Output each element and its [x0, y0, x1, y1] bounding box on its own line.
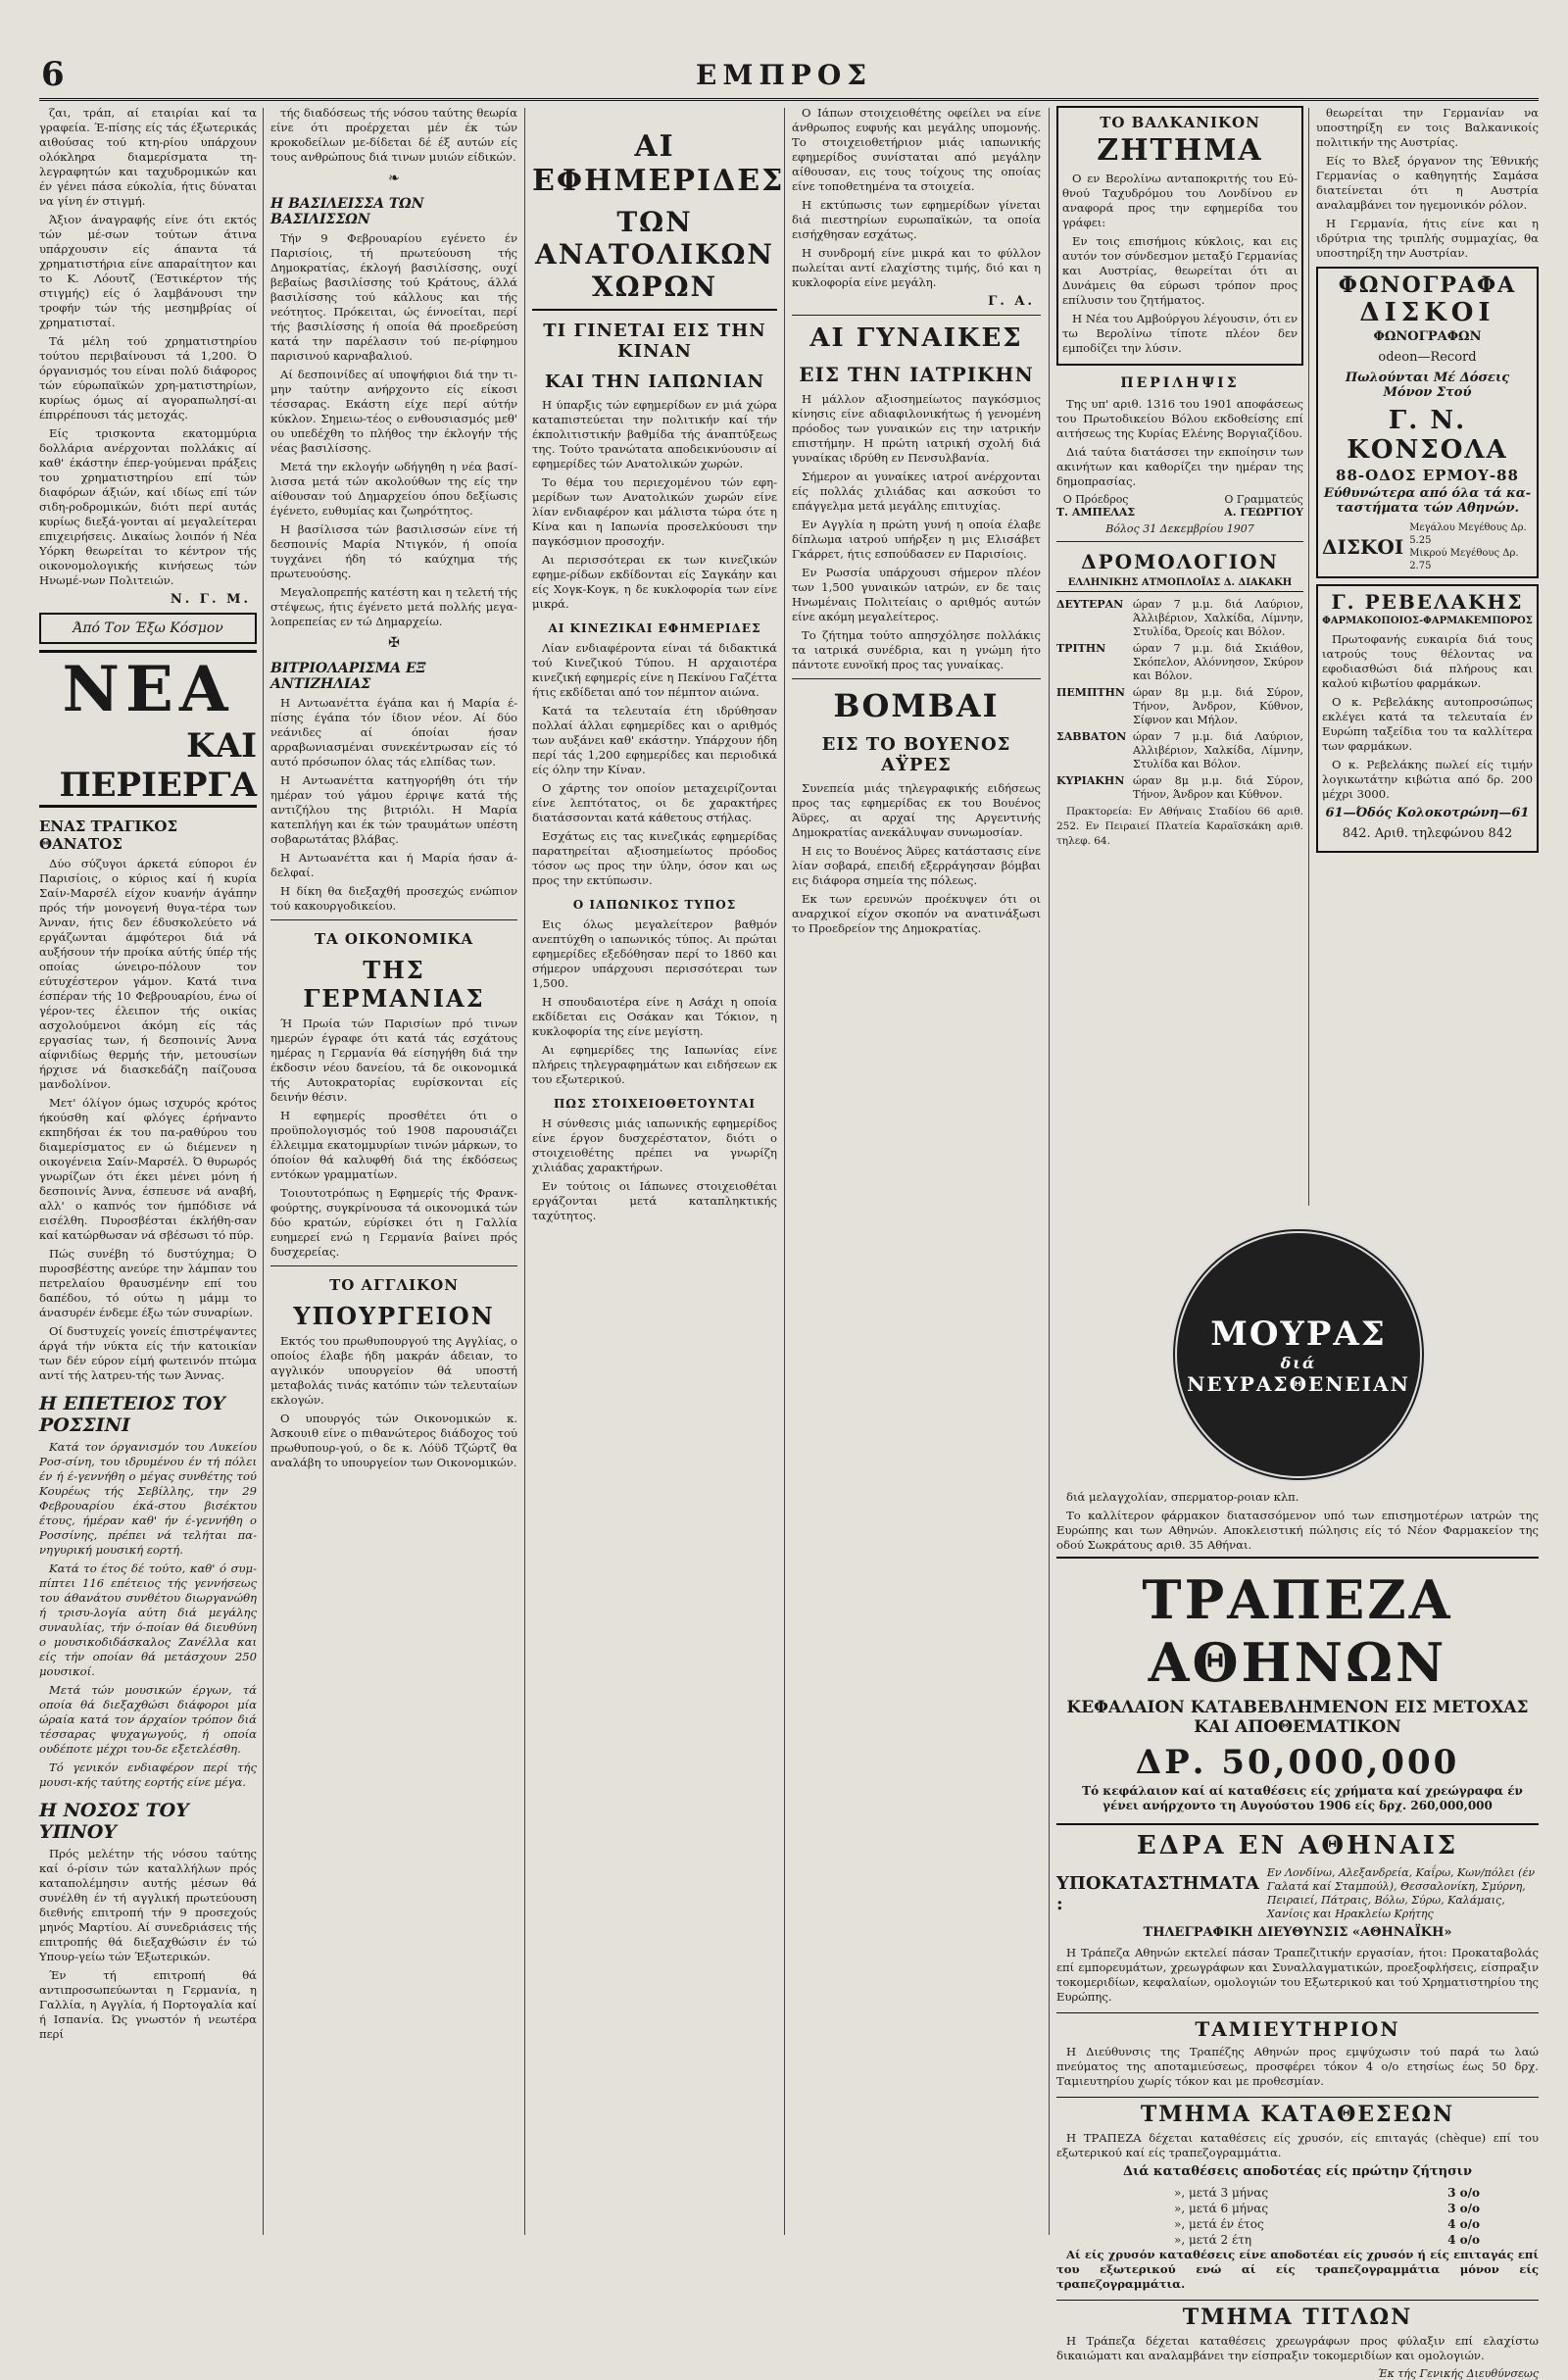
masthead-rule	[39, 98, 1539, 101]
bank-ad	[1056, 1490, 1539, 2380]
divider	[1056, 541, 1303, 542]
article-subtitle: ΕΙΣ ΤΟ ΒΟΥΕΝΟΣ ΑΫΡΕΣ	[821, 734, 1011, 775]
paragraph: Οί δυστυχείς γονείς έπιστρέψαντες άργά τήν νύκτα είς τήν κατοικίαν των δέν εύρον είμή φωτεινόν πτώμα αντί τής λατρευ-τής των Άννας.	[39, 1324, 257, 1382]
subheading: ΑΙ ΚΙΝΕΖΙΚΑΙ ΕΦΗΜΕΡΙΔΕΣ	[548, 621, 761, 635]
paragraph: Μεγαλοπρεπής κατέστη και η τελετή τής στέψεως, ήτις έγένετο μετά πολλής μεγα-λοπρεπείας εν τώ Δημαρχείω.	[270, 585, 517, 628]
article-subtitle: ΥΠΟΥΡΓΕΙΟΝ	[293, 1302, 495, 1330]
ad-price: Μεγάλου Μεγέθους Δρ. 5.25	[1409, 522, 1527, 546]
article-heading: ΕΝΑΣ ΤΡΑΓΙΚΟΣ ΘΑΝΑΤΟΣ	[39, 818, 178, 853]
masthead-title: ΕΜΠΡΟΣ	[695, 59, 873, 91]
column-separator	[524, 108, 525, 2235]
notice-signature-left	[1056, 493, 1135, 519]
rate-value: 4 ο/ο	[1447, 2217, 1480, 2231]
paragraph: Αί δεσποινίδες αί υποψήφιοι διά την τι-μην ταύτην ανήρχοντο είς είκοσι τέσσαρας. Εκάστη είχε περί αύτήν κύκλον. Σημειω-τέος ο ενθουσιασμός μεθ' ου υπεδέχθη το πλήθος την έκλογήν τής νέας βασιλίσσης.	[270, 368, 517, 455]
article-subtitle: ΤΗΣ ΓΕΡΜΑΝΙΑΣ	[303, 956, 485, 1013]
column-separator	[784, 108, 785, 2235]
banner-subtitle: ΚΑΙ ΤΗΝ ΙΑΠΩΝΙΑΝ	[544, 372, 765, 392]
schedule-text: ώραν 7 μ.μ. διά Λαύριον, Αλλιβέριον, Χαλκίδα, Λίμνην, Στυλίδα και Βόλον.	[1133, 730, 1303, 770]
paragraph: Ο υπουργός τών Οικονομικών κ. Άσκουιθ είνε ο πιθανώτερος διάδοχος τού πρωθυπουρ-γού, ο δε κ. Λόϋδ Τζώρτζ θα αναλάβη το υπουργείον των Οικονομικών.	[270, 1412, 517, 1469]
article-heading: Η ΝΟΣΟΣ ΤΟΥ ΥΠΝΟΥ	[39, 1800, 189, 1843]
paragraph: Η συνδρομή είνε μικρά και το φύλλον πωλείται αντί ελαχίστης τιμής, διό και η κυκλοφορία είνε μεγάλη.	[792, 246, 1041, 289]
ad-subtitle: ΦΑΡΜΑΚΟΠΟΙΟΣ-ΦΑΡΜΑΚΕΜΠΟΡΟΣ	[1322, 616, 1533, 626]
ad-prices-list	[1409, 521, 1533, 572]
rate-value: 3 ο/ο	[1447, 2186, 1480, 2200]
bank-seat: ΕΔΡΑ ΕΝ ΑΘΗΝΑΙΣ	[1136, 1831, 1459, 1860]
paragraph: Αι περισσότεραι εκ των κινεζικών εφημε-ρίδων εκδίδονται είς Σαγκάην και είς Χογκ-Κογκ, η δε κυκλοφορία των είνε μικρά.	[532, 553, 777, 611]
column-6	[1316, 106, 1539, 1206]
tamieutirion-heading: ΤΑΜΙΕΥΤΗΡΙΟΝ	[1056, 2012, 1539, 2041]
notice-signatures	[1056, 493, 1303, 519]
paragraph: Εν Αγγλία η πρώτη γυνή η οποία έλαβε δίπλωμα ιατρού υπήρξεν η μις Ελισάβετ Γκάρρετ, ήτις εσπούδασεν εν Παρισίοις.	[792, 518, 1041, 561]
paragraph: Άξιον άναγραφής είνε ότι εκτός τών μέ-σων τούτων άτινα υπάρχουσιν είς άπαντα τά χρηματιστήρια είνε απαραίτητον και το Κ. Λόουτζ (Έστικέρτον τής στιγμής) είς ό λαμβάνουσι την τροφήν τών τής μεσημβρίας οί χρηματισταί.	[39, 213, 257, 329]
paragraph: Εσχάτως εις τας κινεζικάς εφημερίδας παρατηρείται αξιοσημείωτος πρόοδος τόσον ως προς την ύλην, όσον και ως προς την εκτύπωσιν.	[532, 829, 777, 887]
paragraph: Κατά τα τελευταία έτη ιδρύθησαν πολλαί άλλαι εφημερίδες και ο αριθμός των αυξάνει καθ' εκάστην. Υπάρχουν ήδη περί τάς 1,200 εφημερίδες και περιοδικά είς όλην την Κίναν.	[532, 704, 777, 776]
rate-term: », μετά 6 μήνας	[1174, 2202, 1269, 2215]
paragraph: Εις όλως μεγαλείτερον βαθμόν ανεπτύχθη ο ιαπωνικός τύπος. Αι πρώται εφημερίδες εξεδόθησαν περί το 1860 και σήμερον υπάρχουσι περισσότεραι των 1,500.	[532, 917, 777, 990]
bank-subtitle: ΚΕΦΑΛΑΙΟΝ ΚΑΤΑΒΕΒΛΗΜΕΝΟΝ ΕΙΣ ΜΕΤΟΧΑΣ ΚΑΙ ΑΠΟΘΕΜΑΤΙΚΟΝ	[1066, 1698, 1529, 1737]
ad-price: Μικρού Μεγέθους Δρ. 2.75	[1409, 548, 1519, 571]
ad-phone: 842. Αριθ. τηλεφώνου 842	[1342, 826, 1513, 841]
paragraph: Μετά την εκλογήν ωδήγηθη η νέα βασί-λισσα μετά τών ακολούθων της είς την αίθουσαν τού Δημαρχείου όπου δεξίωσις έγένετο, ευθυμίας και ζωηρότητος.	[270, 460, 517, 518]
paragraph: Η δίκη θα διεξαχθή προσεχώς ενώπιον τού κακουργοδικείου.	[270, 884, 517, 913]
ad-prices	[1322, 521, 1533, 572]
paragraph: Η Γερμανία, ήτις είνε και η ιδρύτρια της τριπλής συμμαχίας, θα υποστηρίξη την Αυστρίαν.	[1316, 217, 1539, 260]
article-subtitle: ΕΙΣ ΤΗΝ ΙΑΤΡΙΚΗΝ	[799, 363, 1034, 386]
paragraph: Έν τή επιτροπή θά αντιπροσωπεύωνται η Γερμανία, η Γαλλία, η Αγγλία, ή Πορτογαλία καί ή Ισπανία. Ώς γνωστόν ή νεωτέρα περί	[39, 1968, 257, 2041]
paragraph: Τήν 9 Φεβρουαρίου εγένετο έν Παρισίοις, τή πρωτεύουση τής Δημοκρατίας, έκλογή βασιλίσσης, ουχί βεβαίως βασιλίσσης τού Κράτους, άλλά βασιλίσσης τού κάλλους και τής νεότητος. Πρόκειται, ώς έννοείται, περί τής βασιλίσσης ή οποία θά προεδρεύση κατά την παρέλασιν τού πε-ρίφημου παρισινού καρναβαλιού.	[270, 231, 517, 363]
banner-title: ΑΙ ΕΦΗΜΕΡΙΔΕΣ	[532, 129, 785, 198]
branches-label: ΥΠΟΚΑΤΑΣΤΗΜΑΤΑ :	[1056, 1873, 1259, 1914]
nea-title: ΝΕΑ	[39, 650, 257, 726]
paragraph: Μετ' όλίγον όμως ισχυρός κρότος ήκούσθη καί φλόγες έρήναντο εκπηδήσαι έκ του πα-ραθύρου του διαμερίσματος εν ώ διέμενεν η οικογένεια Σαίν-Μαρσέλ. Ό θυρωρός γνωρίζων ότι έκει μένει μόνη ή δεσποινίς Άννα, έσπευσε νά αναβή, αλλ' ο καπνός τον ήμπόδισε νά εισέλθη. Πυροσβέσται έκλήθη-σαν καί κατώρθωσαν νά σβέσωσι τό πύρ.	[39, 1096, 257, 1242]
paragraph: Η Τράπεζα δέχεται καταθέσεις χρεωγράφων προς φύλαξιν επί ελαχίστω δικαιώματι και αναλαμβάνει την είσπραξιν τοκομεριδίων και ομολογιών.	[1056, 2334, 1539, 2362]
paragraph: Η Νέα του Αμβούργου λέγουσιν, ότι εν τω Βερολίνω τίποτε πλέον δεν εμποδίζει την λύσιν.	[1062, 312, 1298, 355]
divider	[792, 678, 1041, 679]
paragraph: Πρός μελέτην τής νόσου ταύτης καί ό-ρίσιν τών καταλλήλων πρός καταπολέμησιν αυτής μέσων θά συνέλθη έν τή αγγλική πρωτεύουση διεθνής επιτροπή τήν 9 προσεχούς μηνός Μαρτίου. Αί συνεδριάσεις τής επιτροπής θά διεξαχθώσιν έν τώ Υπουρ-γείω τών Έξωτερικών.	[39, 1847, 257, 1963]
ad-name: Γ. Ν. ΚΟΝΣΟΛΑ	[1347, 406, 1508, 465]
bank-telegraph: ΤΗΛΕΓΡΑΦΙΚΗ ΔΙΕΥΘΥΝΣΙΣ «ΑΘΗΝΑΪΚΗ»	[1143, 1925, 1452, 1940]
schedule-day: ΤΡΙΤΗΝ	[1056, 642, 1106, 655]
paragraph: Τά μέλη τού χρηματιστηρίου τούτου περιβαίνουσι τά 1,200. Ό όργανισμός του είναι πολύ διάφορος τών εύρωπαϊκών χρη-ματιστηρίων, κυρίως όμως αί αγοραπωλησί-αι έπιρρέπουσι τάς μετοχάς.	[39, 334, 257, 421]
paragraph: διά μελαγχολίαν, σπερματορ-ροιαν κλπ.	[1066, 1490, 1299, 1504]
paragraph: Τό γενικόν ενδιαφέρον περί τής μουσι-κής ταύτης εορτής είνε μέγα.	[39, 1760, 257, 1789]
paragraph: Ο κ. Ρεβελάκης πωλεί είς τιμήν λογικωτάτην κιβώτια από δρ. 200 μέχρι 3000.	[1322, 758, 1533, 801]
paragraph: Εν τούτοις οι Ιάπωνες στοιχειοθέται εργάζονται μετά καταπληκτικής ταχύτητος.	[532, 1179, 777, 1222]
paragraph: Κατά το έτος δέ τούτο, καθ' ό συμ-πίπτει 116 επέτειος τής γεννήσεως του άθανάτου συνθέτου διωργανώθη ή τρισυ-λογία αύτη διά μεγάλης συναυλίας, τήν ό-ποίαν θά διευθύνη ο μουσικοδιδάσκαλος Ζανέλλα και είς τήν οποίαν θά μετάσχουν 250 μουσικοί.	[39, 1562, 257, 1678]
schedule-row	[1056, 686, 1303, 727]
paragraph: Η Τράπεζα Αθηνών εκτελεί πάσαν Τραπεζιτικήν εργασίαν, ήτοι: Προκαταβολάς επί εμπορευμάτων, χρεωγράφων και Συναλλαγματικών, προεξοφλήσεις, είσπραξιν τοκομεριδίων, κεφαλαίων, ομολογιών του Εξωτερικού και τού Χρηματιστηρίου της Ευρώπης.	[1056, 1946, 1539, 2004]
ad-title: ΦΩΝΟΓΡΑΦΑ	[1338, 273, 1517, 298]
column-separator	[263, 108, 264, 2235]
paragraph: Το θέμα του περιεχομένου τών εφη-μερίδων των Ανατολικών χωρών είνε λίαν ενδιαφέρον και μάλιστα τώρα ότε η Κίνα και η Ιαπωνία προσελκύουσι την παγκόσμιον προσοχήν.	[532, 475, 777, 548]
rate-value: 3 ο/ο	[1447, 2202, 1480, 2215]
schedule-subheading: ΕΛΛΗΝΙΚΗΣ ΑΤΜΟΠΛΟΪΑΣ Δ. ΔΙΑΚΑΚΗ	[1056, 577, 1303, 592]
rate-row	[1056, 2216, 1539, 2232]
paragraph: τής διαδόσεως τής νόσου ταύτης θεωρία είνε ότι προέρχεται μέν έκ τών κροκοδείλων με-δίδεται δέ έξ αυτών είς τους ανθρώπους διά τινων μυιών είδικών.	[270, 106, 517, 164]
ad-prices-label: ΔΙΣΚΟΙ	[1322, 535, 1404, 559]
author-signature: Γ. Α.	[988, 294, 1035, 309]
subheading: Ο ΙΑΠΩΝΙΚΟΣ ΤΥΠΟΣ	[572, 898, 737, 912]
bank-title: ΤΡΑΠΕΖΑ ΑΘΗΝΩΝ	[1142, 1568, 1453, 1694]
paragraph: Η σπουδαιοτέρα είνε η Ασάχι η οποία εκδίδεται εις Οσάκαν και Τόκιον, η κυκλοφορία της είνε μεγίστη.	[532, 995, 777, 1038]
paragraph: Εν Ρωσσία υπάρχουσι σήμερον πλέον των 1,500 γυναικών ιατρών, εν δε ταις Ηνωμέναις Πολιτείαις ο αριθμός αυτών είνε ακόμη μεγαλείτερος.	[792, 566, 1041, 623]
signature-name: Α. ΓΕΩΡΓΙΟΥ	[1224, 506, 1303, 519]
paragraph: Ο κ. Ρεβελάκης αυτοπροσώπως εκλέγει κατά τα τελευταία έν Ευρώπη ταξείδια του τα καλλίτερα των φαρμάκων.	[1322, 695, 1533, 753]
seal-text-bottom: ΝΕΥΡΑΣΘΕΝΕΙΑΝ	[1187, 1371, 1410, 1396]
paragraph: Ή Πρωία τών Παρισίων πρό τινων ημερών έγραφε ότι κατά τάς εσχάτους ημέρας η Γερμανία θά είσηγήθη διά την έκδοσιν νέου δανείου, τά δε οικονομικά τής Αυτοκρατορίας ευρίσκονται είς δεινήν θέσιν.	[270, 1016, 517, 1104]
ornament-icon: ✠	[388, 635, 400, 651]
column-5	[1056, 106, 1303, 1206]
neurasthenia-ad	[1058, 1215, 1539, 1494]
paragraph: Η Αντωανέττα κατηγορήθη ότι τήν ημέραν τού γάμου έρριψε κατά τής αντιζήλου της βιτριόλι. Η Μαρία κατεπλήγη και έκ τών τραυμάτων υπέστη σοβαρωτάτας βλάβας.	[270, 773, 517, 846]
paragraph: Τοιουτοτρόπως η Εφημερίς τής Φρανκ-φούρτης, συγκρίνουσα τά οικονομικά τών δύο κρατών, εύρίσκει ότι η Γαλλία ευημερεί ενώ η Γερμανία βαίνει πρός δυσχερείας.	[270, 1186, 517, 1259]
notice-footer: Βόλος 31 Δεκεμβρίου 1907	[1105, 522, 1254, 535]
bank-footer: Έκ τής Γενικής Διευθύνσεως	[1377, 2367, 1539, 2380]
ad-title: Γ. ΡΕΒΕΛΑΚΗΣ	[1331, 590, 1524, 614]
ad-line: ΦΩΝΟΓΡΑΦΩΝ	[1373, 329, 1482, 344]
column-3	[532, 106, 785, 2245]
schedule-row	[1056, 642, 1303, 683]
bank-capital-note: Τό κεφάλαιον καί αί καταθέσεις είς χρήματα καί χρεώγραφα έν γένει ανήρχοντο τη Αυγούστου 1906 είς δρχ. 260,000,000	[1082, 1784, 1523, 1812]
notice-signature-right	[1224, 493, 1303, 519]
seal-text-top: ΜΟΥΡΑΣ	[1210, 1314, 1387, 1354]
paragraph: Η μάλλον αξιοσημείωτος παγκόσμιος κίνησις είνε αδιαφιλονικήτως ή γενομένη πρόοδος των γυναικών εις την ιατρικήν επιστήμην. Η πρώτη ιατρική σχολή διά γυναίκας ιδρύθη εν Πενσυλβανία.	[792, 392, 1041, 465]
schedule-day: ΚΥΡΙΑΚΗΝ	[1056, 774, 1125, 787]
subheading: ΠΩΣ ΣΤΟΙΧΕΙΟΘΕΤΟΥΝΤΑΙ	[553, 1097, 757, 1111]
ornament-icon: ❧	[388, 171, 400, 186]
ad-line: Εύθυνώτερα από όλα τά κα-ταστήματα τών Αθηνών.	[1323, 486, 1532, 516]
bank-capital: ΔΡ. 50,000,000	[1135, 1743, 1460, 1782]
paragraph: ζαι, τράπ, αί εταιρίαι καί τα γραφεία. Έ-πίσης είς τάς έξωτερικάς αιθούσας τού κτη-ρίου υπάρχουν ολόκληρα διαμερίσματα τη-λεγραφητών και ταχυδρομικών και έν γένει πάσα εύκολία, ήτις δύναται να γίνη έν στιγμή.	[39, 106, 257, 208]
divider	[270, 1265, 517, 1266]
schedule-text: ώραν 8μ μ.μ. διά Σύρον, Τήνον, Άνδρον και Κύθνον.	[1133, 774, 1303, 801]
column-separator	[1049, 108, 1050, 2235]
paragraph: Εν τοις επισήμοις κύκλοις, και εις αυτόν τον σύνδεσμον μεταξύ Γερμανίας και Αυστρίας, θεωρείται ότι αι Δυνάμεις θα εύρωσι τρόπον προς επίλυσιν του ζητήματος.	[1062, 234, 1298, 307]
paragraph: Κατά τον όργανισμόν του Λυκείου Ροσ-σίνη, του ιδρυμένου έν τή πόλει έν ή έ-γεννήθη ο μέγας συνθέτης τού Κουρέως τής Σεβίλλης, την 29 Φεβρουαρίου έκά-στου βισέκτου έτους, ήμέραν καθ' ήν έ-γεννήθη ο Ροσσίνης, πρέπει νά τελήται πα-νηγυρική μουσική εορτή.	[39, 1440, 257, 1557]
banner-subtitle: ΤΙ ΓΙΝΕΤΑΙ ΕΙΣ ΤΗΝ ΚΙΝΑΝ	[543, 321, 766, 362]
schedule-day: ΣΑΒΒΑΤΟΝ	[1056, 730, 1127, 743]
bank-branches	[1056, 1866, 1539, 1921]
paragraph: Συνεπεία μιάς τηλεγραφικής ειδήσεως προς τας εφημερίδας εκ του Βουένος Άϋρες, αι αρχαί της Αργεντινής Δημοκρατίας ανεκάλυψαν συνωμοσίαν.	[792, 781, 1041, 839]
signature-role: Ο Πρόεδρος	[1062, 493, 1129, 506]
ad-line: odeon—Record	[1378, 350, 1477, 365]
titlon-heading: ΤΜΗΜΑ ΤΙΤΛΩΝ	[1056, 2300, 1539, 2330]
schedule-row	[1056, 774, 1303, 802]
paragraph: Η σύνθεσις μιάς ιαπωνικής εφημερίδος είνε έργον δυσχερέστατον, διότι ο στοιχειοθέτης πρέπει να γνωρίζη χιλιάδας χαρακτήρων.	[532, 1116, 777, 1174]
branches-text: Εν Λονδίνω, Αλεξανδρεία, Καΐρω, Κων/πόλει (έν Γαλατά καί Σταμπούλ), Θεσσαλονίκη, Σμύρνη, Πειραιεί, Πάτραις, Βόλω, Σύρω, Καλάμαις, Χανίοις και Ηρακλείω Κρήτης	[1266, 1866, 1536, 1920]
paragraph: Είς τρισκοντα εκατομμύρια δολλάρια ανέρχονται πολλάκις αί καθ' έκάστην έπερ-γούμεναι πράξεις του χρηματιστηρίου επί τών διαφόρων άξιών, καί ιδίως επί τών σιδη-ροδρομικών, διότι περί αυτάς κυρίως διεξά-γονται αί μεγαλείτεραι επιχειρήσεις. Δικαίως λοιπόν ή Νέα Υόρκη θεωρείται το κέντρον τής οικονομολογικής κινήσεως τών Ηνωμέ-νων Πολιτειών.	[39, 426, 257, 587]
schedule-text: ώραν 7 μ.μ. διά Λαύριον, Άλλιβέριον, Χαλκίδα, Λίμνην, Στυλίδα, Όρεοίς και Βόλον.	[1133, 598, 1303, 638]
pharmacy-ad	[1316, 584, 1539, 853]
rate-row	[1056, 2232, 1539, 2248]
page-number: 6	[41, 55, 65, 94]
column-1	[39, 106, 257, 2245]
paragraph: Η εφημερίς προσθέτει ότι ο προϋπολογισμός τού 1908 παρουσιάζει έλλειμμα εκατομμυρίων τινών μάρκων, το όποίον θά καλυφθή διά της έκδόσεως εντόκων γραμματίων.	[270, 1109, 517, 1181]
paragraph: Πρωτοφανής ευκαιρία διά τους ιατρούς τους θέλοντας να εφοδιασθώσι διά πλήρους και καλού κιβωτίου φαρμάκων.	[1322, 632, 1533, 690]
article-heading: Η ΕΠΕΤΕΙΟΣ ΤΟΥ ΡΟΣΣΙΝΙ	[39, 1393, 225, 1436]
ad-line: Πωλούνται Μέ Δόσεις Μόνον Στού	[1345, 371, 1510, 400]
paragraph: Αί είς χρυσόν καταθέσεις είνε αποδοτέαι είς χρυσόν ή είς επιταγάς επί του εξωτερικού ενώ αί είς τραπεζογραμμάτια μόνον είς τραπεζογραμμάτια.	[1056, 2248, 1539, 2291]
paragraph: Ο χάρτης τον οποίον μεταχειρίζονται είνε λεπτότατος, οι δε χαρακτήρες διατάσσονται κατά κάθετους στήλας.	[532, 781, 777, 824]
section-banner: Άπό Τον Έξω Κόσμον	[39, 613, 257, 644]
phonograph-ad	[1316, 267, 1539, 578]
article-heading: ΒΙΤΡΙΟΛΑΡΙΣΜΑ ΕΞ ΑΝΤΙΖΗΛΙΑΣ	[270, 661, 426, 692]
rate-term: », μετά 3 μήνας	[1174, 2186, 1269, 2200]
rate-term: », μετά 2 έτη	[1174, 2233, 1252, 2247]
paragraph: Εκ των ερευνών προέκυψεν ότι οι αναρχικοί είχον σκοπόν να ανατινάξωσι το Προεδρείον της Δημοκρατίας.	[792, 892, 1041, 935]
box-title: ΤΟ ΒΑΛΚΑΝΙΚΟΝ	[1100, 114, 1260, 131]
paragraph: Πώς συνέβη τό δυστύχημα; Ό πυροσβέστης ανεύρε την λάμπαν του πετρελαίου θραυσμένην επί του δαπέδου, τό ούτω η μάμμ το άνασυρέν ένδεμε έξω τών συναρίων.	[39, 1247, 257, 1319]
schedule-row	[1056, 730, 1303, 771]
article-title: ΤΑ ΟΙΚΟΝΟΜΙΚΑ	[314, 930, 474, 948]
seal-text-mid: διά	[1280, 1353, 1317, 1372]
divider	[270, 919, 517, 920]
notice-heading: ΠΕΡΙΛΗΨΙΣ	[1120, 375, 1240, 391]
schedule-text: ώραν 7 μ.μ. διά Σκιάθον, Σκόπελον, Αλόννησον, Σκύρον και Βόλον.	[1133, 642, 1303, 682]
signature-name: Τ. ΑΜΠΕΛΑΣ	[1056, 506, 1136, 519]
schedule-day: ΠΕΜΠΤΗΝ	[1056, 686, 1125, 699]
paragraph: Αι εφημερίδες της Ιαπωνίας είνε πλήρεις τηλεγραφημάτων και ειδήσεων εκ του εξωτερικού.	[532, 1043, 777, 1086]
paragraph: Μετά τών μουσικών έργων, τά οποία θά διεξαχθώσι διάφοροι μία ώραία κατά τον άρχαίον τρόπον διά τέσσαρας ψυχαγωγούς, ή οποία ουδέποτε μέχρι του-δε εξετελέσθη.	[39, 1683, 257, 1756]
article-title: ΒΟΜΒΑΙ	[833, 687, 1000, 724]
paragraph: Της υπ' αριθ. 1316 του 1901 αποφάσεως του Πρωτοδικείου Βόλου εκδοθείσης επί αιτήσεως της Κυρίας Ελένης Βοργιαζίδου.	[1056, 397, 1303, 440]
ad-seal	[1171, 1227, 1426, 1482]
schedule-footer: Πρακτορεία: Εν Αθήναις Σταδίου 66 αριθ. 252. Εν Πειραιεί Πλατεία Καραϊσκάκη αριθ. τηλεφ. 64.	[1056, 806, 1303, 847]
balkan-box	[1056, 106, 1303, 366]
bank-header	[1056, 1557, 1539, 1825]
paragraph: Η Αντωανέττα έγάπα και ή Μαρία έ-πίσης έγάπα τόν ίδιον νέον. Αί δύο νεάνιδες αί όποίαι ήσαν αρραβωνιασμέναι συνεκέντρωσαν είς τό αυτό πρόσωπον όλας τάς ελπίδας των.	[270, 696, 517, 769]
paragraph: Σήμερον αι γυναίκες ιατροί ανέρχονται είς πολλάς χιλιάδας και ασκούσι το επάγγελμα μετά μεγάλης επιτυχίας.	[792, 470, 1041, 513]
rate-row	[1056, 2185, 1539, 2201]
rate-term: », μετά έν έτος	[1174, 2217, 1264, 2231]
schedule-row	[1056, 598, 1303, 639]
perierga-title: ΚΑΙ ΠΕΡΙΕΡΓΑ	[39, 726, 257, 808]
paragraph: Η βασίλισσα τών βασιλισσών είνε τή δεσποινίς Μαρία Ντιγκόν, ή οποία τυγχάνει ήδη τό καύχημα τής πρωτευούσης.	[270, 522, 517, 580]
paragraph: Η ύπαρξις τών εφημερίδων εν μιά χώρα καταπιστεύεται την πολιτικήν καί τήν έκπολιτιστικήν βαθμίδα τής άναπτύξεως της. Τούτο τρανώτατα αποδεικνύουσιν αί εφημερίδες τών Ανατολικών χωρών.	[532, 398, 777, 471]
paragraph: Δύο σύζυγοι άρκετά εύποροι έν Παρισίοις, ο κύριος καί ή κυρία Σαίν-Μαρσέλ είχον κυανήν άγάπην πρός τήν μονογενή θυγα-τέρα των Άνναν, ήτις δεν έδυσκολεύετο νά εργάζωνται άμφότεροι διά νά αυξήσουν τήν προίκα αύτής ύπέρ τής οποίας ώνειρο-πόλουν τον εύτυχέστερον γάμον. Κατά τινα έσπέραν τής 10 Φεβρουαρίου, ένω οί γέρον-τες έλειπον τής οικίας ασχολούμενοι άκόμη είς τάς εργασίας των, ή δεσποινίς Άννα αίφνιδίως θερμής τήν, μετουσίων ήρχισε νά διασκεδάζη παίζουσα μανδολίνον.	[39, 857, 257, 1091]
author-signature: Ν. Γ. Μ.	[170, 592, 251, 607]
paragraph: Το καλλίτερον φάρμακον διατασσόμενον υπό των επισημοτέρων ιατρών της Ευρώπης και των Αθηνών. Αποκλειστική πώλησις είς τό Νέον Φαρμακείον της οδού Σωκράτους αριθ. 35 Αθήναι.	[1056, 1509, 1539, 1552]
article-title: ΑΙ ΓΥΝΑΙΚΕΣ	[809, 323, 1023, 353]
rate-value: 4 ο/ο	[1447, 2233, 1480, 2247]
paragraph: Ο Ιάπων στοιχειοθέτης οφείλει να είνε άνθρωπος ευφυής και μεγάλης υπομονής. Το στοιχειοθετήριον μιάς ιαπωνικής εφημερίδος συνίσταται από μεγάλην αίθουσαν, εις τους τοίχους της οποίας είνε τοποθετημένα τα στοιχεία.	[792, 106, 1041, 193]
paragraph: Η εις το Βουένος Άϋρες κατάστασις είνε λίαν σοβαρά, επειδή εξερράγησαν βόμβαι εις διάφορα σημεία της πόλεως.	[792, 844, 1041, 887]
katatheseon-heading: ΤΜΗΜΑ ΚΑΤΑΘΕΣΕΩΝ	[1056, 2097, 1539, 2127]
paragraph: Το ζήτημα τούτο απησχόλησε πολλάκις τα ιατρικά συνέδρια, και η γνώμη ήτο πάντοτε ευνοϊκή προς τας γυναίκας.	[792, 628, 1041, 671]
paragraph: Διά ταύτα διατάσσει την εκποίησιν των ακινήτων και καθορίζει την ημέραν της δημοπρασίας.	[1056, 445, 1303, 488]
schedule-text: ώραν 8μ μ.μ. διά Σύρον, Τήνον, Άνδρον, Κύθνον, Σίφνον και Μήλον.	[1133, 686, 1303, 726]
column-4	[792, 106, 1041, 2245]
signature-role: Ο Γραμματεύς	[1224, 493, 1303, 506]
ad-address: 61—Όδός Κολοκοτρώνη—61	[1325, 806, 1530, 820]
paragraph: Είς το Βλεξ όργανον της Έθνικής Γερμανίας ο καθηγητής Σαμάσα διατείνεται ότι η Αυστρία αναλαμβάνει τον ηγεμονικόν ρόλον.	[1316, 154, 1539, 212]
banner-title: ΤΩΝ ΑΝΑΤΟΛΙΚΩΝ ΧΩΡΩΝ	[532, 206, 777, 311]
column-2	[270, 106, 517, 2245]
column-separator	[1308, 108, 1309, 1206]
rates-heading: Διά καταθέσεις αποδοτέας είς πρώτην ζήτησιν	[1123, 2164, 1472, 2179]
paragraph: Η Αντωανέττα και ή Μαρία ήσαν ά-δελφαί.	[270, 851, 517, 879]
paragraph: Ο εν Βερολίνω ανταποκριτής του Εύ-θνού Ταχυδρόμου του Λονδίνου εν αναφορά προς την εφημερίδα του γράφει:	[1062, 172, 1298, 229]
paragraph: Η ΤΡΑΠΕΖΑ δέχεται καταθέσεις είς χρυσόν, είς επιταγάς (chèque) επί του εξωτερικού καί είς τραπεζογραμμάτια.	[1056, 2131, 1539, 2159]
rate-row	[1056, 2201, 1539, 2216]
box-subtitle: ΖΗΤΗΜΑ	[1097, 133, 1263, 168]
schedule-day: ΔΕΥΤΕΡΑΝ	[1056, 598, 1124, 611]
ad-subtitle: ΔΙΣΚΟΙ	[1359, 298, 1495, 327]
paragraph: θεωρείται την Γερμανίαν να υποστηρίξη εν τοις Βαλκανικοίς πολιτικήν της Αυστρίας.	[1316, 106, 1539, 149]
article-heading: Η ΒΑΣΙΛΕΙΣΣΑ ΤΩΝ ΒΑΣΙΛΙΣΣΩΝ	[270, 196, 424, 227]
paragraph: Λίαν ενδιαφέροντα είναι τά διδακτικά τού Κινεζικού Τύπου. Η αρχαιοτέρα κινεζική εφημερίς είνε η Πεκίνου Γαζέττα ήτις εκδίδεται από τον πέμπτον αιώνα.	[532, 641, 777, 699]
paragraph: Η Διεύθυνσις της Τραπέζης Αθηνών προς εμψύχωσιν τού παρά τω λαώ πνεύματος της αποταμιεύσεως, προσφέρει τόκον 4 ο/ο ετησίως έως 50 δρχ. Ταμιευτηρίου χωρίς τόκον και με προθεσμίαν.	[1056, 2045, 1539, 2088]
divider	[792, 315, 1041, 316]
paragraph: Η εκτύπωσις των εφημερίδων γίνεται διά πιεστηρίων ευρωπαϊκών, τα οποία εισήχθησαν εσχάτως.	[792, 198, 1041, 241]
article-title: ΤΟ ΑΓΓΛΙΚΟΝ	[329, 1276, 459, 1294]
ad-address: 88-ΟΔΟΣ ΕΡΜΟΥ-88	[1336, 467, 1519, 484]
paragraph: Εκτός του πρωθυπουργού της Αγγλίας, ο οποίος έλαβε ήδη μακράν άδειαν, το αγγλικόν υπουργείον θά υποστή μεταβολάς τινάς κατόπιν τών τελευταίων εκλογών.	[270, 1334, 517, 1407]
schedule-heading: ΔΡΟΜΟΛΟΓΙΟΝ	[1081, 550, 1279, 573]
